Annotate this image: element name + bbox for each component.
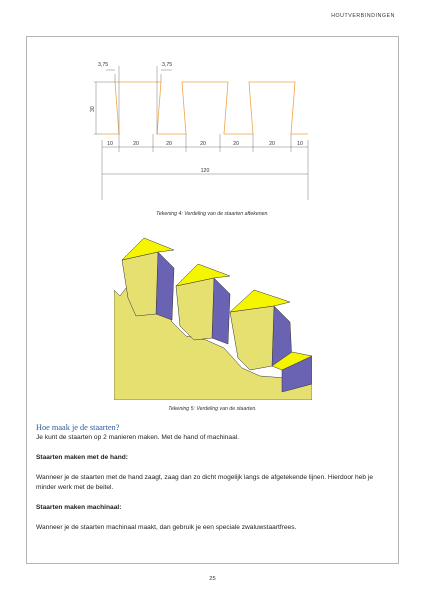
running-header: HOUTVERBINDINGEN [331,13,395,19]
dim-total: 120 [200,168,210,174]
intro-paragraph: Je kunt de staarten op 2 manieren maken. Met de hand of machinaal. [36,434,240,441]
dim-offset-right: 3,75 [162,62,173,68]
dim-segment-labels [107,141,303,147]
tail-front-face-3 [230,306,274,370]
paragraph-machine: Wanneer je de staarten machinaal maakt, dan gebruik je een speciale zwaluwstaartfrees. [36,524,297,531]
dovetail-layout-drawing [84,52,330,210]
dovetail-3d-illustration [114,230,312,400]
subheading-machine: Staarten maken machinaal: [36,504,122,511]
subheading-hand: Staarten maken met de hand: [36,454,128,461]
paragraph-hand: Wanneer je de staarten met de hand zaagt, zaag dan zo dicht mogelijk langs de afgetekende lijnen. Hierdoor heb je minder werk met de beitel. [36,474,373,491]
page-number: 25 [209,576,216,582]
dim-segment-label: 20 [166,141,172,147]
tail-side-face-1 [156,252,174,320]
tail-front-face-2 [176,278,214,340]
dimension-lines [94,66,308,200]
section-heading: Hoe maak je de staarten? [36,423,120,432]
dim-height: 30 [90,106,96,112]
dim-segment-label: 10 [297,141,303,147]
dovetail-outline [102,82,308,134]
tail-side-face-2 [212,278,230,344]
dim-segment-label: 10 [107,141,113,147]
dim-segment-label: 20 [269,141,275,147]
dim-segment-label: 20 [200,141,206,147]
dim-segment-label: 20 [233,141,239,147]
figure-caption-5: Tekening 5: Verdeling van de staarten. [168,406,257,412]
figure-caption-4: Tekening 4: Verdeling van de staarten aftekenen. [156,211,269,217]
dim-segment-label: 20 [133,141,139,147]
dim-offset-left: 3,75 [98,62,109,68]
